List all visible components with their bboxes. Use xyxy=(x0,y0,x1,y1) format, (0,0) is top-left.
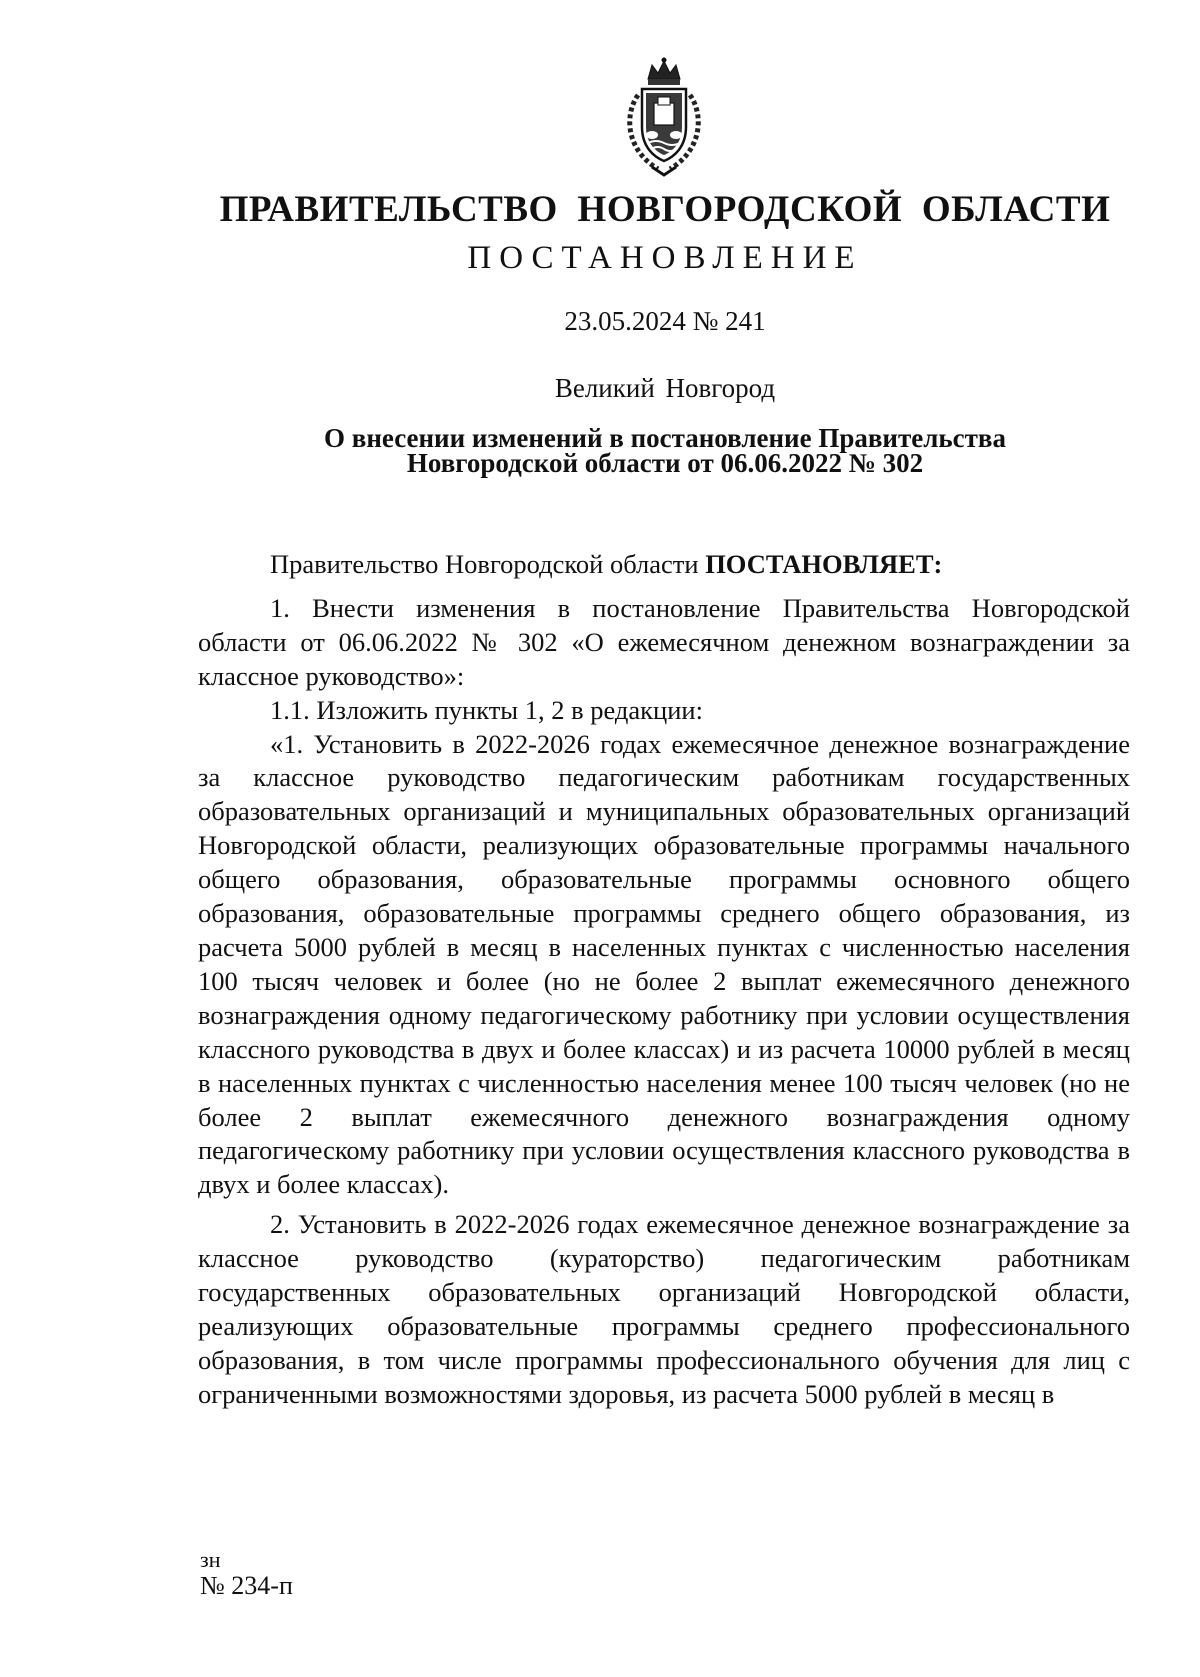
document-body xyxy=(198,548,1130,1412)
footer-initials: зн xyxy=(200,1547,221,1572)
novgorod-coat-of-arms-icon xyxy=(618,55,710,179)
footer-number: № 234-п xyxy=(200,1571,293,1600)
resolution-lead xyxy=(198,548,1130,582)
lead-text: Правительство Новгородской области xyxy=(270,549,706,579)
document-place: Великий Новгород xyxy=(554,373,776,403)
subject-line-1: О внесении изменений в постановление Правительства xyxy=(324,423,1006,453)
document-date-number: 23.05.2024 № 241 xyxy=(564,306,766,336)
paragraph-item-2: 2. Установить в 2022-2026 годах ежемесячное денежное вознаграждение за классное руководство (кураторство) педагогическим работникам государственных образовательных организаций Новгородской области, реализующих образовательные программы среднего профессионального образования, в том числе программы профессионального обучения для лиц с ограниченными возможностями здоровья, из расчета 5000 рублей в месяц в xyxy=(198,1209,1130,1409)
lead-bold: ПОСТАНОВЛЯЕТ: xyxy=(705,549,943,579)
footer-code xyxy=(200,1548,293,1600)
government-title: ПРАВИТЕЛЬСТВО НОВГОРОДСКОЙ ОБЛАСТИ xyxy=(219,189,1111,230)
paragraph-1: 1. Внести изменения в постановление Правительства Новгородской области от 06.06.2022 № 302 «О ежемесячном денежном вознаграждении за классное руководство»: xyxy=(198,592,1130,691)
paragraph-item-1: «1. Установить в 2022-2026 годах ежемесячное денежное вознаграждение за классное руководство педагогическим работникам государственных образовательных организаций и муниципальных образовательных организаций Новгородской области, реализующих образовательные программы начального общего образования, образовательные программы основного общего образования, образовательные программы среднего общего образования, из расчета 5000 рублей в месяц в населенных пунктах с численностью населения 100 тысяч человек и более (но не более 2 выплат ежемесячного денежного вознаграждения одному педагогическому работнику при условии осуществления классного руководства в двух и более классах) и из расчета 10000 рублей в месяц в населенных пунктах с численностью населения менее 100 тысяч человек (но не более 2 выплат ежемесячного денежного вознаграждения одному педагогическому работнику при условии осуществления классного руководства в двух и более классах). xyxy=(198,728,1130,1200)
document-subject xyxy=(200,423,1130,478)
document-type: ПОСТАНОВЛЕНИЕ xyxy=(467,240,863,276)
subject-line-2: Новгородской области от 06.06.2022 № 302 xyxy=(406,448,924,478)
paragraph-1-1: 1.1. Изложить пункты 1, 2 в редакции: xyxy=(270,694,703,725)
